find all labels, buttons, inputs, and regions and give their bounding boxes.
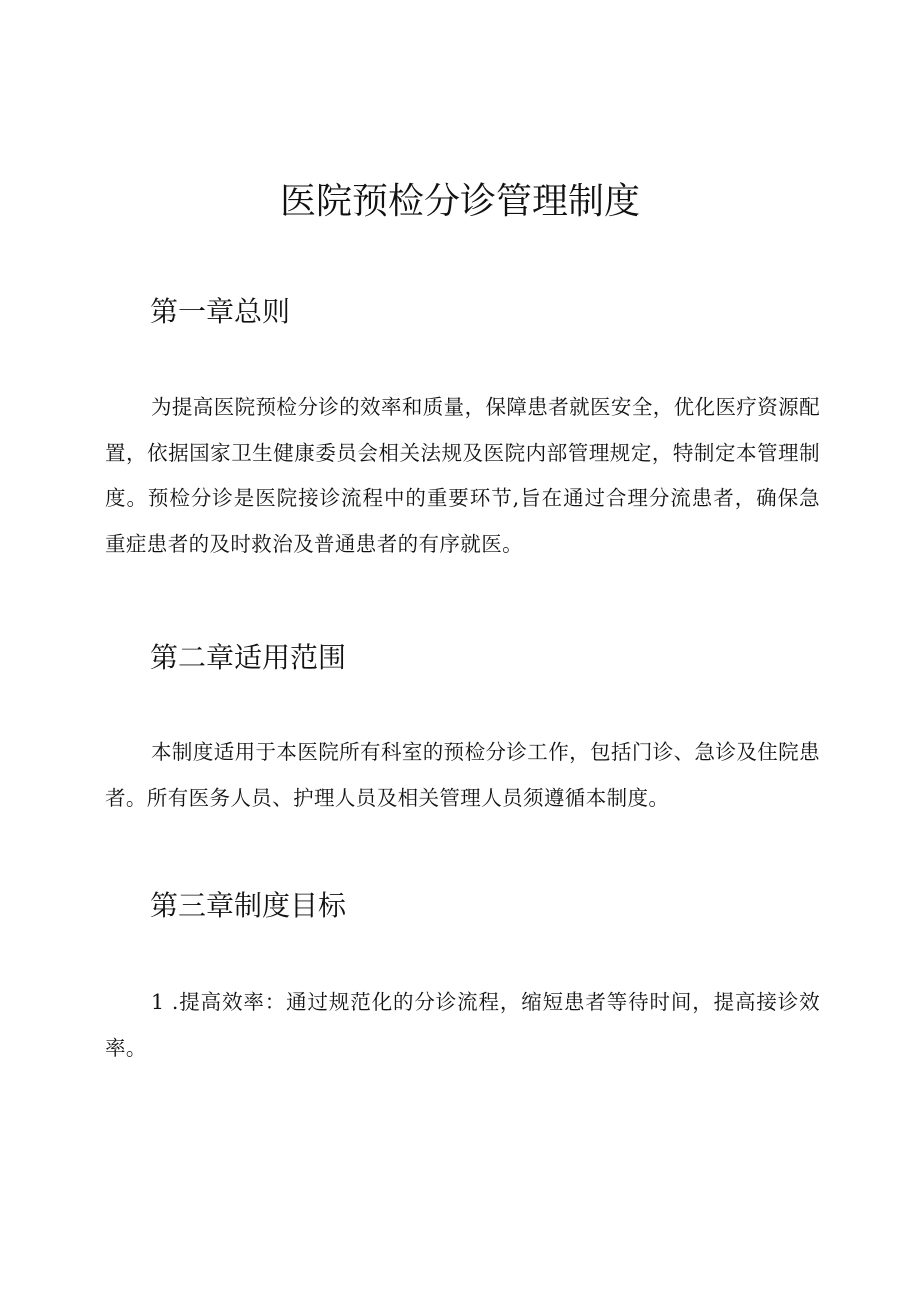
- chapter-1-heading: 第一章总则: [150, 295, 291, 328]
- chapter-2-heading: 第二章适用范围: [150, 641, 347, 674]
- chapter-1-paragraph-1: 为提高医院预检分诊的效率和质量，保障患者就医安全，优化医疗资源配置，依据国家卫生健康委员会相关法规及医院内部管理规定，特制定本管理制度。预检分诊是医院接诊流程中的重要环节,旨在通过合理分流患者，确保急重症患者的及时救治及普通患者的有序就医。: [105, 395, 820, 556]
- document-title: 医院预检分诊管理制度: [279, 181, 640, 222]
- chapter-2-paragraph-1: 本制度适用于本医院所有科室的预检分诊工作，包括门诊、急诊及住院患者。所有医务人员、护理人员及相关管理人员须遵循本制度。: [105, 740, 820, 810]
- chapter-3-heading: 第三章制度目标: [150, 889, 347, 922]
- chapter-3-paragraph-1: 1 .提高效率：通过规范化的分诊流程，缩短患者等待时间，提高接诊效率。: [105, 990, 820, 1060]
